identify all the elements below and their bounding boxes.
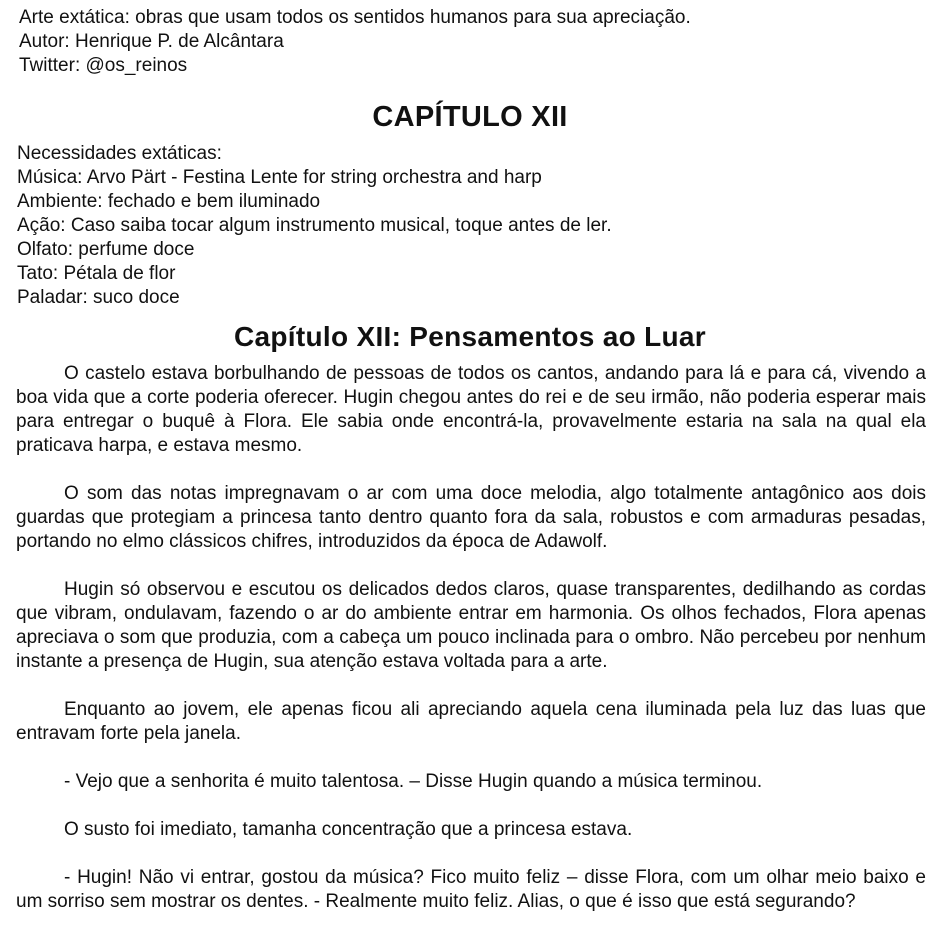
needs-touch: Tato: Pétala de flor: [17, 263, 176, 284]
paragraph: O som das notas impregnavam o ar com uma doce melodia, algo totalmente antagônico aos dois guardas que protegiam a princesa tanto dentro quanto fora da sala, robustos e com armaduras pesadas, portando no elmo clássicos chifres, introduzidos da época de Adawolf.: [16, 483, 926, 552]
chapter-subtitle: Capítulo XII: Pensamentos ao Luar: [234, 321, 706, 352]
needs-ambient: Ambiente: fechado e bem iluminado: [17, 191, 321, 212]
needs-taste: Paladar: suco doce: [17, 287, 180, 308]
header-twitter: Twitter: @os_reinos: [19, 55, 188, 76]
paragraph: - Hugin! Não vi entrar, gostou da música? Fico muito feliz – disse Flora, com um olhar meio baixo e um sorriso sem mostrar os dentes. - Realmente muito feliz. Alias, o que é isso que está segurando?: [16, 867, 926, 912]
paragraph: - Vejo que a senhorita é muito talentosa. – Disse Hugin quando a música terminou.: [64, 771, 763, 792]
needs-action: Ação: Caso saiba tocar algum instrumento musical, toque antes de ler.: [17, 215, 612, 236]
needs-music: Música: Arvo Pärt - Festina Lente for string orchestra and harp: [17, 167, 542, 188]
paragraph: O susto foi imediato, tamanha concentração que a princesa estava.: [64, 819, 633, 840]
needs-smell: Olfato: perfume doce: [17, 239, 195, 260]
header-author: Autor: Henrique P. de Alcântara: [19, 31, 284, 52]
header-description: Arte extática: obras que usam todos os sentidos humanos para sua apreciação.: [19, 7, 691, 28]
paragraph: O castelo estava borbulhando de pessoas de todos os cantos, andando para lá e para cá, vivendo a boa vida que a corte poderia oferecer. Hugin chegou antes do rei e de seu irmão, não poderia esperar mais para entregar o buquê à Flora. Ele sabia onde encontrá-la, provavelmente estaria na sala na qual ela praticava harpa, e estava mesmo.: [16, 363, 926, 456]
needs-heading: Necessidades extáticas:: [17, 143, 222, 164]
chapter-title: CAPÍTULO XII: [372, 101, 568, 133]
paragraph: Enquanto ao jovem, ele apenas ficou ali apreciando aquela cena iluminada pela luz das luas que entravam forte pela janela.: [16, 699, 926, 744]
paragraph: Hugin só observou e escutou os delicados dedos claros, quase transparentes, dedilhando as cordas que vibram, ondulavam, fazendo o ar do ambiente entrar em harmonia. Os olhos fechados, Flora apenas apreciava o som que produzia, com a cabeça um pouco inclinada para o ombro. Não percebeu por nenhum instante a presença de Hugin, sua atenção estava voltada para a arte.: [16, 579, 926, 672]
